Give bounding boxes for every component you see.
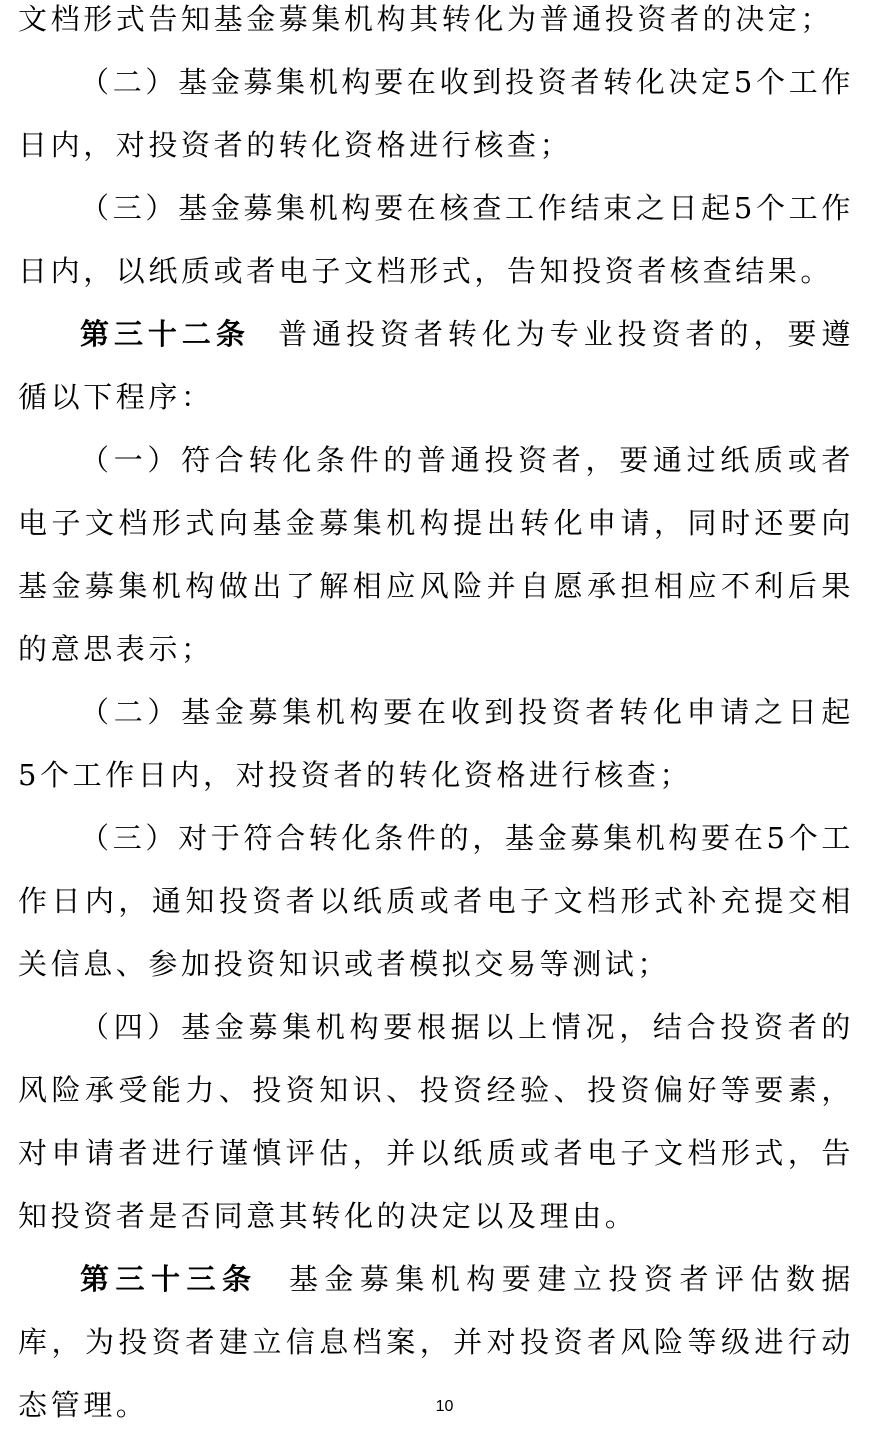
article-title: 第三十三条 [80, 1262, 258, 1296]
article-title: 第三十二条 [80, 317, 250, 351]
paragraph-text: （一）符合转化条件的普通投资者，要通过纸质或者电子文档形式向基金募集机构提出转化申请，同时还要向基金募集机构做出了解相应风险并自愿承担相应不利后果的意思表示； [18, 443, 854, 666]
paragraph-clause-1 [18, 429, 854, 681]
paragraph-clause-2 [18, 681, 854, 807]
paragraph-text: （三）基金募集机构要在核查工作结束之日起5个工作日内，以纸质或者电子文档形式，告知投资者核查结果。 [18, 191, 854, 288]
paragraph-text: （四）基金募集机构要根据以上情况，结合投资者的风险承受能力、投资知识、投资经验、投资偏好等要素，对申请者进行谨慎评估，并以纸质或者电子文档形式，告知投资者是否同意其转化的决定以及理由。 [18, 1010, 854, 1233]
paragraph-clause-4 [18, 996, 854, 1248]
paragraph-text: 基金募集机构要建立投资者评估数据库，为投资者建立信息档案，并对投资者风险等级进行动态管理。 [18, 1262, 854, 1422]
paragraph-text: （二）基金募集机构要在收到投资者转化申请之日起 5个工作日内，对投资者的转化资格进行核查； [18, 695, 854, 792]
paragraph-clause-3 [18, 807, 854, 996]
paragraph-text: （二）基金募集机构要在收到投资者转化决定5个工作日内，对投资者的转化资格进行核查； [18, 65, 854, 162]
paragraph-clause-3 [18, 177, 854, 303]
paragraph-text: 普通投资者转化为专业投资者的，要遵循以下程序： [18, 317, 855, 414]
paragraph-continuation [18, 0, 854, 51]
paragraph-text: （三）对于符合转化条件的，基金募集机构要在5个工作日内，通知投资者以纸质或者电子文档形式补充提交相关信息、参加投资知识或者模拟交易等测试； [18, 821, 854, 981]
paragraph-clause-2 [18, 51, 854, 177]
paragraph-text: 文档形式告知基金募集机构其转化为普通投资者的决定； [18, 2, 834, 36]
page-number: 10 [435, 1398, 454, 1415]
article-32 [18, 303, 854, 429]
document-body [18, 0, 854, 1437]
